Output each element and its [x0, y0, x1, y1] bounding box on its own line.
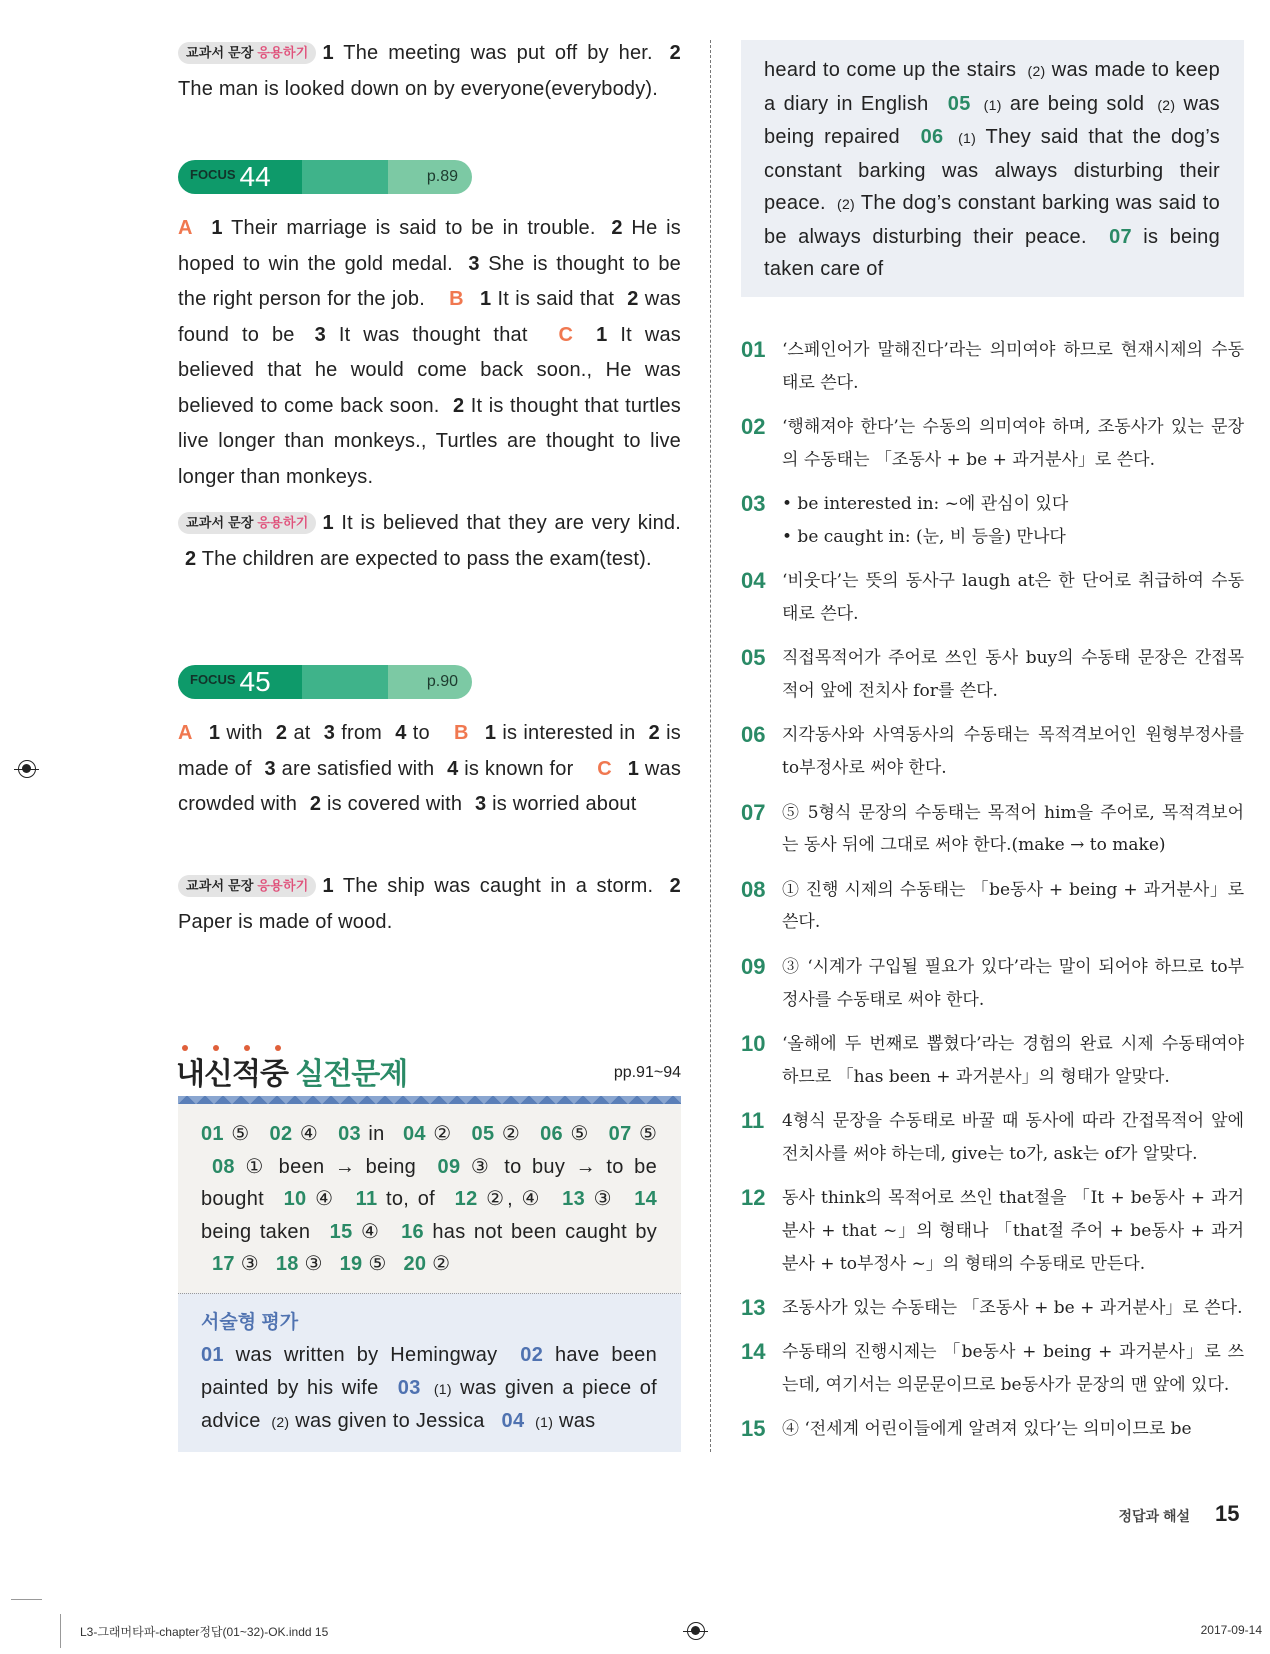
answer-text: is covered with — [326, 793, 463, 815]
answer-number: 18 — [275, 1253, 299, 1275]
answer-text: to, of — [386, 1188, 436, 1210]
answer-text: ③ to buy → to be bought — [201, 1155, 657, 1210]
explanation-number: 03 — [741, 491, 766, 517]
focus-label: FOCUS — [190, 672, 236, 687]
answer-text: ③ — [593, 1188, 615, 1210]
answer-text: from — [341, 722, 383, 744]
explanation-number: 06 — [741, 722, 766, 748]
focus-45-textbook — [178, 869, 681, 940]
explanation-item — [741, 874, 1244, 940]
answer-number: 06 — [540, 1123, 563, 1145]
section-letter: A — [178, 217, 193, 239]
explanation-text: 수동태의 진행시제는 「be동사 + being + 과거분사」로 쓰는데, 여기서는 의문문이므로 be동사가 문장의 맨 앞에 있다. — [782, 1342, 1244, 1396]
answer-text: The ship was caught in a storm. — [342, 875, 654, 897]
answer-text: is known for — [464, 757, 574, 780]
item-number: 1 — [480, 288, 492, 310]
footer-label: 정답과 해설 — [1118, 1508, 1190, 1524]
focus-44-bar — [178, 160, 472, 194]
answer-text: It is believed that they are very kind. — [341, 512, 681, 534]
answer-text: being taken — [201, 1220, 311, 1243]
answer-number: 10 — [283, 1188, 307, 1210]
written-continued-box — [741, 40, 1244, 297]
answer-text: was given to Jessica — [295, 1410, 485, 1432]
explanation-number: 01 — [741, 337, 766, 362]
item-number: 1 — [627, 757, 640, 780]
sub-marker: (2) — [837, 196, 856, 212]
explanation-item — [741, 719, 1244, 785]
focus-page: p.90 — [426, 673, 458, 690]
answer-text: has not been caught by — [432, 1220, 658, 1243]
run-group — [201, 1344, 657, 1432]
answer-text: in — [368, 1123, 385, 1145]
textbook-sentence-badge: 교과서 문장 응용하기 — [178, 42, 316, 64]
item-number: 1 — [322, 42, 334, 64]
item-number: 3 — [468, 252, 480, 275]
answer-number: 15 — [329, 1220, 353, 1243]
sub-marker: (1) — [983, 96, 1002, 113]
registration-mark-icon — [687, 1622, 705, 1640]
focus-number: 45 — [239, 666, 271, 697]
answer-text: ② — [432, 1253, 451, 1275]
answer-text: heard to come up the stairs — [764, 59, 1017, 81]
item-number: 1 — [211, 217, 223, 239]
page-number: 15 — [1215, 1501, 1240, 1526]
answer-text: was found to be — [178, 288, 681, 346]
focus-45-answers — [178, 716, 681, 823]
explanation-text: ⑤ 5형식 문장의 수동태는 목적어 him을 주어로, 목적격보어는 동사 뒤에 그대로 써야 한다.(make → to make) — [782, 802, 1244, 856]
section-letter: B — [449, 288, 464, 310]
explanation-number: 15 — [741, 1416, 766, 1442]
item-number: 3 — [314, 323, 326, 346]
answer-number: 07 — [1109, 225, 1132, 248]
answer-text: Their marriage is said to be in trouble. — [231, 217, 596, 239]
item-number: 3 — [323, 722, 336, 744]
item-number: 2 — [648, 722, 660, 744]
item-number: 3 — [475, 793, 487, 815]
item-number: 1 — [484, 722, 497, 744]
answer-list — [201, 1118, 657, 1281]
section-letter: B — [454, 722, 469, 744]
item-number: 2 — [669, 875, 681, 897]
explanation-item — [741, 1028, 1244, 1094]
explanation-text: ① 진행 시제의 수동태는 「be동사 + being + 과거분사」로 쓴다. — [782, 879, 1244, 933]
answer-text: Paper is made of wood. — [178, 910, 393, 933]
answer-text: It was thought that — [338, 323, 528, 346]
answer-number: 17 — [212, 1253, 235, 1275]
item-number: 4 — [447, 757, 459, 780]
item-number: 2 — [611, 217, 623, 239]
answer-text: It is thought that turtles live longer than monkeys., Turtles are thought to live longer than monkeys. — [178, 394, 681, 488]
written-number: 03 — [397, 1376, 421, 1399]
explanation-item — [741, 1182, 1244, 1280]
explanation-list — [741, 334, 1244, 1458]
answer-text: It is said that — [497, 288, 615, 310]
answer-text: was given a piece of advice — [201, 1376, 657, 1432]
explanation-item — [741, 951, 1244, 1017]
answer-number: 12 — [454, 1188, 478, 1210]
answer-number: 02 — [269, 1123, 293, 1145]
section-letter: A — [178, 722, 193, 744]
explanation-number: 07 — [741, 799, 766, 825]
explanation-item — [741, 1292, 1244, 1325]
focus-45-bar — [178, 665, 472, 699]
answer-text: at — [293, 722, 311, 744]
answer-text: is worried about — [492, 793, 637, 815]
answer-text: was made to keep a diary in English — [764, 59, 1220, 115]
answer-number: 05 — [947, 92, 971, 115]
explanation-item — [741, 1336, 1244, 1402]
sub-marker: (1) — [535, 1414, 554, 1430]
explanation-text: ④ ‘전세계 어린이들에게 알려져 있다’는 의미이므로 be — [782, 1419, 1192, 1440]
answer-number: 09 — [437, 1155, 461, 1178]
explanation-number: 12 — [741, 1185, 766, 1211]
answer-number: 13 — [562, 1188, 585, 1210]
answer-number: 19 — [339, 1253, 363, 1275]
answer-text: ① been → being — [245, 1155, 417, 1178]
answer-text: She is thought to be the right person for the job. — [178, 252, 681, 310]
answer-text: ② — [501, 1123, 522, 1145]
item-number: 3 — [264, 757, 276, 780]
explanation-number: 14 — [741, 1339, 766, 1365]
item-number: 2 — [453, 394, 465, 417]
answer-text: They said that the dog’s constant barking was always disturbing their peace. — [764, 126, 1220, 214]
answer-text: are being sold — [1009, 92, 1145, 115]
answer-number: 16 — [401, 1220, 424, 1243]
explanation-number: 09 — [741, 953, 766, 979]
item-number: 2 — [669, 42, 681, 64]
explanation-number: 08 — [741, 876, 766, 902]
answer-text: have been painted by his wife — [201, 1344, 658, 1399]
answer-text: The dog’s constant barking was said to be always disturbing their peace. — [764, 192, 1221, 248]
answer-text: ④ — [299, 1123, 320, 1145]
answer-box — [178, 1104, 681, 1293]
focus-page: p.89 — [426, 168, 458, 185]
item-number: 1 — [208, 722, 221, 744]
answer-text: to — [412, 722, 430, 744]
section-letter: C — [597, 757, 612, 780]
answer-text: is being taken care of — [764, 225, 1221, 280]
answer-text: was being repaired — [764, 92, 1220, 148]
written-eval-title: 서술형 평가 — [201, 1312, 299, 1333]
written-continued-text — [764, 54, 1220, 286]
answer-number: 11 — [355, 1188, 378, 1210]
explanation-text: 동사 think의 목적어로 쓰인 that절을 「It + be동사 + 과거분사 + that ~」의 형태나 「that절 주어 + be동사 + 과거분사 + to부정사 ~」의 형태의 수동태로 만든다. — [782, 1188, 1244, 1274]
sub-marker: (1) — [958, 130, 977, 146]
answer-text: are satisfied with — [281, 757, 435, 780]
explanation-number: 13 — [741, 1294, 766, 1320]
file-slug: L3-그래머타파-chapter정답(01~32)-OK.indd 15 — [80, 1625, 329, 1639]
answer-text: The man is looked down on by everyone(everybody). — [178, 77, 659, 100]
explanation-number: 10 — [741, 1030, 766, 1056]
written-number: 02 — [520, 1344, 544, 1366]
item-number: 2 — [627, 288, 639, 310]
answer-number: 04 — [403, 1123, 426, 1145]
run-group — [178, 722, 681, 815]
explanation-number: 04 — [741, 568, 766, 594]
focus-44-textbook — [178, 506, 681, 577]
answer-text: It was believed that he would come back soon., He was believed to come back soon. — [178, 323, 681, 417]
answer-number: 07 — [608, 1123, 632, 1145]
answer-number: 05 — [471, 1123, 495, 1145]
textbook-sentence-badge: 교과서 문장 응용하기 — [178, 875, 316, 897]
explanation-text: 조동사가 있는 수동태는 「조동사 + be + 과거분사」로 쓴다. — [782, 1297, 1243, 1318]
explanation-text: 지각동사와 사역동사의 수동태는 목적격보어인 원형부정사를 to부정사로 써야 한다. — [782, 725, 1244, 779]
answer-number: 03 — [338, 1123, 361, 1145]
answer-number: 14 — [634, 1188, 658, 1210]
sub-marker: (2) — [271, 1414, 290, 1430]
crop-mark — [11, 1599, 42, 1600]
column-divider — [710, 40, 711, 1452]
explanation-number: 02 — [741, 414, 766, 440]
answer-text: ④ — [315, 1188, 337, 1210]
explanation-number: 05 — [741, 645, 766, 671]
explanation-text: ‘비웃다’는 뜻의 동사구 laugh at은 한 단어로 취급하여 수동태로 쓴다. — [782, 571, 1244, 625]
answer-text: ③ — [240, 1253, 259, 1275]
item-number: 2 — [185, 547, 197, 570]
answer-number: 20 — [403, 1253, 427, 1275]
item-number: 1 — [596, 323, 608, 346]
item-number: 4 — [395, 722, 407, 744]
explanation-item — [741, 334, 1244, 400]
focus-label: FOCUS — [190, 167, 236, 182]
answer-text: ⑤ — [638, 1123, 658, 1145]
section-band — [178, 1096, 681, 1104]
textbook-sentence-badge: 교과서 문장 응용하기 — [178, 512, 316, 534]
explanation-text: ‘올해에 두 번째로 뽑혔다’라는 경험의 완료 시제 수동태여야 하므로 「has been + 과거분사」의 형태가 알맞다. — [782, 1033, 1244, 1087]
answer-text: ⑤ — [368, 1253, 387, 1275]
explanation-item — [741, 411, 1244, 477]
focus-number: 44 — [239, 161, 271, 192]
answer-text: ③ — [304, 1253, 323, 1275]
answer-text: ④ — [360, 1220, 382, 1243]
answer-text: is made of — [178, 722, 681, 780]
explanation-item — [741, 797, 1244, 863]
explanation-text: ③ ‘시계가 구입될 필요가 있다’라는 말이 되어야 하므로 to부정사를 수동태로 써야 한다. — [782, 956, 1244, 1010]
explanation-item — [741, 642, 1244, 708]
crop-mark — [60, 1614, 61, 1648]
explanation-text: 직접목적어가 주어로 쓰인 동사 buy의 수동태 문장은 간접목적어 앞에 전치사 for를 쓴다. — [782, 648, 1244, 702]
run-group — [764, 59, 1220, 280]
answer-text: He is hoped to win the gold medal. — [178, 217, 681, 275]
explanation-number: 11 — [741, 1107, 765, 1133]
answer-text: was written by Hemingway — [235, 1344, 498, 1366]
textbook-answer-44-prev — [178, 36, 681, 107]
answer-text: The meeting was put off by her. — [343, 42, 653, 64]
section-letter: C — [558, 323, 574, 346]
run-group — [178, 217, 681, 488]
run-group — [201, 1123, 657, 1275]
explanation-text: • be interested in: ~에 관심이 있다 • be caught in: (눈, 비 등을) 만나다 — [782, 494, 1069, 547]
explanation-item — [741, 488, 1244, 554]
written-number: 01 — [201, 1344, 224, 1366]
focus-44-answers — [178, 211, 681, 495]
explanation-text: ‘스페인어가 말해진다’라는 의미여야 하므로 현재시제의 수동태로 쓴다. — [782, 340, 1244, 393]
answer-number: 06 — [920, 126, 944, 148]
answer-number: 01 — [201, 1123, 224, 1145]
sub-marker: (2) — [1027, 63, 1046, 79]
answer-text: was crowded with — [178, 757, 682, 815]
answer-text: ②, ④ — [486, 1188, 543, 1210]
written-eval-box — [178, 1293, 681, 1452]
registration-mark-icon — [18, 760, 36, 778]
item-number: 1 — [322, 512, 334, 534]
answer-text: The children are expected to pass the exam(test). — [201, 547, 652, 570]
answer-text: is interested in — [502, 722, 636, 744]
sub-marker: (2) — [1157, 96, 1176, 113]
answer-text: ⑤ — [231, 1123, 252, 1145]
explanation-item — [741, 565, 1244, 631]
print-date: 2017-09-14 — [1200, 1623, 1262, 1637]
explanation-item — [741, 1413, 1244, 1446]
item-number: 2 — [275, 722, 288, 744]
item-number: 1 — [322, 875, 334, 897]
section-title: 내신적중 실전문제 — [176, 1058, 408, 1091]
section-pages: pp.91~94 — [613, 1064, 681, 1081]
answer-text: was — [559, 1410, 596, 1432]
answer-text: with — [226, 722, 263, 744]
explanation-item — [741, 1105, 1244, 1171]
explanation-text: ‘행해져야 한다’는 수동의 의미여야 하며, 조동사가 있는 문장의 수동태는 「조동사 + be + 과거분사」로 쓴다. — [782, 417, 1244, 470]
written-number: 04 — [501, 1410, 525, 1432]
item-number: 2 — [309, 793, 322, 815]
sub-marker: (1) — [433, 1380, 452, 1397]
written-eval-answers — [201, 1339, 657, 1439]
answer-text: ② — [433, 1123, 454, 1145]
answer-text: ⑤ — [570, 1123, 591, 1145]
answer-number: 08 — [212, 1155, 235, 1178]
explanation-text: 4형식 문장을 수동태로 바꿀 때 동사에 따라 간접목적어 앞에 전치사를 써야 하는데, give는 to가, ask는 of가 알맞다. — [782, 1110, 1244, 1164]
